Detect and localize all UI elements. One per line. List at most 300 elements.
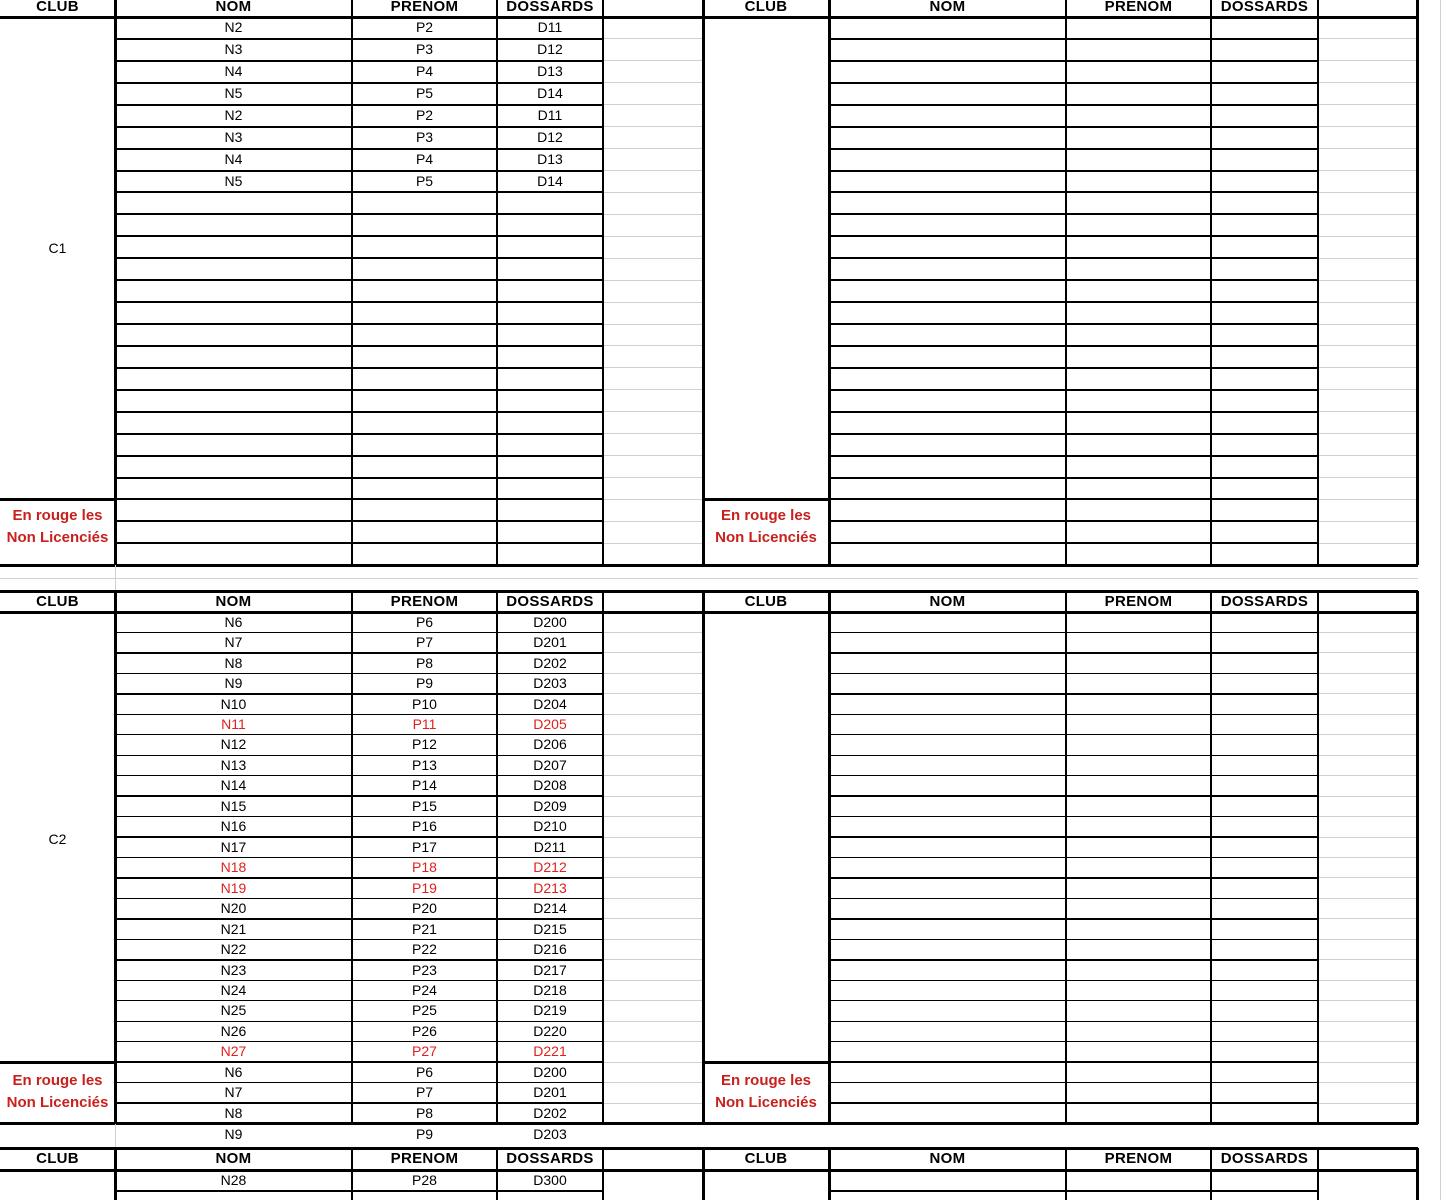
header-nom: NOM [215,0,252,15]
cell-prenom[interactable]: P22 [412,941,437,958]
cell-nom[interactable]: N10 [220,695,247,712]
cell-prenom[interactable]: P26 [412,1022,437,1039]
cell-dossard[interactable]: D11 [537,107,563,124]
grid-line [829,673,1318,674]
club-name[interactable]: C1 [48,240,67,257]
legend-line-2: Non Licenciés [6,1094,109,1112]
grid-line [829,213,1318,215]
cell-nom[interactable]: N14 [220,777,247,794]
header-dossards: DOSSARDS [1220,1150,1309,1167]
light-gridline [603,939,703,940]
cell-nom[interactable]: N5 [224,85,243,102]
cell-dossard[interactable]: D13 [537,63,563,80]
header-prenom: PRENOM [390,592,459,610]
cell-nom[interactable]: N7 [224,634,243,651]
cell-nom[interactable]: N25 [220,1002,247,1019]
grid-line [829,301,1318,303]
light-gridline [1318,980,1417,981]
light-gridline [1318,918,1417,919]
light-gridline [1318,345,1417,346]
cell-nom[interactable]: N23 [220,961,247,978]
light-gridline [603,258,703,259]
cell-dossard[interactable]: D207 [533,756,567,773]
legend-line-1: En rouge les [12,1072,103,1090]
grid-line [829,1041,1318,1042]
grid-line [1065,591,1067,1124]
light-gridline [1318,170,1417,171]
light-gridline [603,1062,703,1063]
grid-line [115,1000,603,1001]
grid-line [115,279,603,281]
cell-dossard[interactable]: D14 [537,85,563,102]
light-gridline [1318,1041,1417,1042]
cell-prenom[interactable]: P16 [412,818,437,835]
light-gridline [603,367,703,368]
light-gridline [1318,324,1417,325]
cell-dossard[interactable]: D217 [533,961,567,978]
grid-line [115,1102,603,1103]
header-dossards: DOSSARDS [506,0,594,15]
club-name[interactable]: C2 [48,830,67,847]
light-gridline [1318,673,1417,674]
cell-prenom[interactable]: P7 [415,634,434,651]
cell-dossard[interactable]: D214 [533,900,567,917]
grid-line [115,345,603,347]
cell-nom[interactable]: N15 [220,797,247,814]
light-gridline [603,898,703,899]
light-gridline [1318,521,1417,522]
cell-prenom[interactable]: P4 [415,151,434,168]
light-gridline [1318,1062,1417,1063]
grid-line [115,477,603,479]
cell-dossard[interactable]: D208 [533,777,567,794]
grid-line [829,104,1318,106]
cell-dossard[interactable]: D11 [537,19,563,36]
cell-dossard[interactable]: D221 [533,1043,567,1060]
cell-nom[interactable]: N17 [220,838,247,855]
cell-dossard[interactable]: D200 [533,613,567,630]
grid-line [829,1021,1318,1022]
cell-nom[interactable]: N22 [220,941,247,958]
cell-prenom[interactable]: P27 [412,1043,437,1060]
light-gridline [603,1021,703,1022]
light-gridline [1318,693,1417,694]
grid-line [829,323,1318,325]
cell-prenom[interactable]: P24 [412,982,437,998]
grid-line [829,918,1318,919]
cell-nom[interactable]: N26 [220,1022,247,1039]
cell-nom[interactable]: N9 [224,1126,243,1143]
light-gridline [603,755,703,756]
header-club: CLUB [36,592,79,610]
light-gridline [603,236,703,237]
cell-nom[interactable]: N3 [224,129,243,146]
cell-nom[interactable]: N3 [224,41,243,58]
cell-dossard[interactable]: D202 [533,1104,567,1121]
cell-dossard[interactable]: D210 [533,818,567,835]
light-gridline [1318,857,1417,858]
light-gridline [603,148,703,149]
legend-line-1: En rouge les [720,507,812,525]
light-gridline [1318,82,1417,83]
light-gridline [603,126,703,127]
grid-line [829,714,1318,715]
cell-nom[interactable]: N21 [220,920,247,937]
cell-nom[interactable]: N2 [224,19,243,36]
grid-line [115,775,603,776]
cell-dossard[interactable]: D300 [533,1172,567,1188]
cell-nom[interactable]: N6 [224,1063,243,1080]
grid-line [0,564,1418,567]
light-gridline [603,345,703,346]
cell-prenom[interactable]: P3 [415,129,434,146]
cell-prenom[interactable]: P8 [415,1104,434,1121]
cell-nom[interactable]: N20 [220,900,247,917]
header-prenom: PRENOM [390,1150,459,1167]
cell-prenom[interactable]: P5 [415,172,434,189]
cell-dossard[interactable]: D14 [537,172,563,189]
light-gridline [1318,959,1417,960]
light-gridline [603,543,703,544]
grid-line [829,82,1318,84]
light-gridline [603,1082,703,1083]
header-prenom: PRENOM [1104,1150,1173,1167]
light-gridline [1318,939,1417,940]
grid-line [829,652,1318,653]
grid-line [115,795,603,796]
light-gridline [603,734,703,735]
grid-line [829,877,1318,878]
grid-line [702,591,705,1124]
grid-line [829,279,1318,281]
light-gridline [1318,796,1417,797]
light-gridline [1318,192,1417,193]
light-gridline [1318,214,1417,215]
light-gridline [1318,734,1417,735]
grid-line [0,1122,1418,1125]
cell-dossard[interactable]: D215 [533,920,567,937]
cell-nom[interactable]: N18 [220,859,247,876]
grid-line [829,455,1318,457]
cell-nom[interactable]: N11 [221,716,246,733]
grid-line [829,345,1318,347]
cell-prenom[interactable]: P10 [412,695,437,712]
cell-dossard[interactable]: D201 [533,634,567,651]
cell-dossard[interactable]: D13 [537,151,563,168]
cell-dossard[interactable]: D202 [533,654,567,671]
cell-prenom[interactable]: P2 [415,19,434,36]
cell-prenom[interactable]: P15 [412,797,437,814]
light-gridline [603,693,703,694]
grid-line [1317,591,1319,1124]
header-club: CLUB [744,0,788,15]
light-gridline [1318,280,1417,281]
cell-nom[interactable]: N4 [224,151,243,168]
cell-prenom[interactable]: P18 [412,859,437,876]
grid-line [115,323,603,325]
light-gridline [603,324,703,325]
grid-line [1317,1148,1319,1200]
cell-dossard[interactable]: D203 [533,1126,567,1143]
cell-nom[interactable]: N13 [220,756,247,773]
light-gridline [1318,126,1417,127]
legend-non-licencies [0,1070,115,1114]
grid-line [115,898,603,899]
light-gridline [0,578,1418,579]
grid-line [829,980,1318,981]
light-gridline [1318,477,1417,478]
cell-prenom[interactable]: P6 [415,613,434,630]
header-dossards: DOSSARDS [506,1150,594,1167]
light-gridline [603,280,703,281]
light-gridline [603,455,703,456]
cell-dossard[interactable]: D216 [533,941,567,958]
cell-prenom[interactable]: P12 [412,736,437,753]
grid-line [115,389,603,391]
grid-line [115,959,603,960]
header-dossards: DOSSARDS [1220,0,1309,15]
grid-line [115,652,603,653]
cell-prenom[interactable]: P9 [415,1126,434,1143]
cell-dossard[interactable]: D206 [533,736,567,753]
grid-line [115,1190,603,1192]
grid-line [115,632,603,633]
cell-nom[interactable]: N5 [224,172,243,189]
light-gridline [1440,0,1441,1200]
cell-dossard[interactable]: D213 [533,879,567,896]
light-gridline [603,389,703,390]
cell-nom[interactable]: N28 [220,1172,247,1188]
light-gridline [603,673,703,674]
light-gridline [603,499,703,500]
cell-nom[interactable]: N9 [224,675,243,692]
cell-dossard[interactable]: D200 [533,1063,567,1080]
light-gridline [1318,433,1417,434]
light-gridline [603,918,703,919]
grid-line [829,898,1318,899]
grid-line [115,542,603,544]
grid-line [1065,0,1067,565]
cell-prenom[interactable]: P2 [415,107,434,124]
header-nom: NOM [929,0,966,15]
light-gridline [1318,367,1417,368]
legend-line-2: Non Licenciés [715,1094,817,1112]
light-gridline [603,857,703,858]
cell-prenom[interactable]: P6 [415,1063,434,1080]
grid-line [829,38,1318,40]
cell-prenom[interactable]: P25 [412,1002,437,1019]
cell-prenom[interactable]: P8 [415,654,434,671]
grid-line [115,939,603,940]
cell-prenom[interactable]: P20 [412,900,437,917]
cell-dossard[interactable]: D201 [533,1084,567,1101]
cell-nom[interactable]: N24 [220,982,247,998]
grid-line [0,1061,115,1064]
cell-prenom[interactable]: P9 [415,675,434,692]
cell-prenom[interactable]: P17 [412,838,437,855]
cell-dossard[interactable]: D211 [533,838,567,855]
grid-line [1210,0,1212,565]
light-gridline [603,302,703,303]
grid-line [702,1148,705,1200]
light-gridline [1318,543,1417,544]
cell-nom[interactable]: N19 [220,879,247,896]
grid-line [115,980,603,981]
cell-prenom[interactable]: P21 [412,920,437,937]
light-gridline [1318,411,1417,412]
light-gridline [1318,1021,1417,1022]
grid-line [115,1082,603,1083]
grid-line [829,170,1318,172]
grid-line [115,433,603,435]
grid-line [115,301,603,303]
light-gridline [603,38,703,39]
grid-line [0,16,1418,19]
cell-nom[interactable]: N7 [224,1084,243,1101]
grid-line [115,498,603,500]
header-club: CLUB [744,1150,788,1167]
grid-line [829,542,1318,544]
light-gridline [603,652,703,653]
cell-dossard[interactable]: D220 [533,1022,567,1039]
cell-nom[interactable]: N27 [220,1043,247,1060]
grid-line [829,389,1318,391]
cell-prenom[interactable]: P28 [412,1172,437,1188]
grid-line [828,591,831,1124]
grid-line [115,148,603,150]
light-gridline [603,796,703,797]
light-gridline [1318,898,1417,899]
cell-nom[interactable]: N2 [224,107,243,124]
grid-line [829,60,1318,62]
grid-line [115,455,603,457]
light-gridline [115,1124,116,1149]
cell-prenom[interactable]: P11 [412,716,437,733]
grid-line [115,411,603,413]
grid-line [1065,1148,1067,1200]
legend-line-2: Non Licenciés [715,529,817,547]
grid-line [115,82,603,84]
light-gridline [603,192,703,193]
header-nom: NOM [929,1150,966,1167]
header-prenom: PRENOM [1104,592,1173,610]
grid-line [829,477,1318,479]
cell-nom[interactable]: N12 [220,736,247,753]
cell-dossard[interactable]: D219 [533,1002,567,1019]
grid-line [115,857,603,858]
header-prenom: PRENOM [1104,0,1173,15]
grid-line [115,836,603,837]
light-gridline [1318,1103,1417,1104]
grid-line [115,213,603,215]
cell-prenom[interactable]: P7 [415,1084,434,1101]
grid-line [829,836,1318,837]
cell-nom[interactable]: N6 [224,613,243,630]
grid-line [829,433,1318,435]
header-nom: NOM [215,1150,252,1167]
light-gridline [1318,755,1417,756]
cell-prenom[interactable]: P4 [415,63,434,80]
grid-line [829,1000,1318,1001]
grid-line [115,755,603,756]
light-gridline [603,521,703,522]
grid-line [115,38,603,40]
grid-line [829,795,1318,796]
grid-line [829,857,1318,858]
grid-line [115,734,603,735]
grid-line [829,775,1318,776]
grid-line [115,170,603,172]
cell-nom[interactable]: N8 [224,654,243,671]
cell-dossard[interactable]: D218 [533,982,567,998]
light-gridline [603,959,703,960]
grid-line [829,235,1318,237]
grid-line [115,693,603,694]
light-gridline [603,877,703,878]
cell-nom[interactable]: N8 [224,1104,243,1121]
light-gridline [603,477,703,478]
grid-line [115,1041,603,1042]
cell-dossard[interactable]: D212 [533,859,567,876]
header-club: CLUB [36,0,79,15]
legend-line-1: En rouge les [12,507,103,525]
cell-dossard[interactable]: D205 [533,716,567,733]
light-gridline [1318,302,1417,303]
grid-line [829,126,1318,128]
grid-line [1416,1148,1419,1200]
grid-line [829,959,1318,960]
grid-line [829,734,1318,735]
light-gridline [1318,455,1417,456]
header-dossards: DOSSARDS [1220,592,1309,610]
light-gridline [1318,837,1417,838]
grid-line [829,411,1318,413]
light-gridline [603,433,703,434]
cell-prenom[interactable]: P5 [415,85,434,102]
header-nom: NOM [215,592,252,610]
cell-nom[interactable]: N16 [220,818,247,835]
light-gridline [603,214,703,215]
grid-line [829,498,1318,500]
cell-prenom[interactable]: P14 [412,777,437,794]
light-gridline [1318,499,1417,500]
cell-dossard[interactable]: D209 [533,797,567,814]
cell-dossard[interactable]: D12 [537,41,563,58]
cell-prenom[interactable]: P3 [415,41,434,58]
light-gridline [1318,38,1417,39]
cell-dossard[interactable]: D12 [537,129,563,146]
cell-dossard[interactable]: D203 [533,675,567,692]
light-gridline [603,104,703,105]
light-gridline [1318,258,1417,259]
light-gridline [603,1103,703,1104]
cell-prenom[interactable]: P13 [412,756,437,773]
cell-prenom[interactable]: P19 [412,879,437,896]
light-gridline [603,1000,703,1001]
light-gridline [1318,1082,1417,1083]
cell-nom[interactable]: N4 [224,63,243,80]
cell-prenom[interactable]: P23 [412,961,437,978]
grid-line [829,367,1318,369]
grid-line [1317,0,1319,565]
legend-line-2: Non Licenciés [6,529,109,547]
grid-line [828,1148,831,1200]
grid-line [1210,1148,1212,1200]
legend-non-licencies [703,505,829,549]
cell-dossard[interactable]: D204 [533,695,567,712]
grid-line [829,191,1318,193]
light-gridline [1318,632,1417,633]
